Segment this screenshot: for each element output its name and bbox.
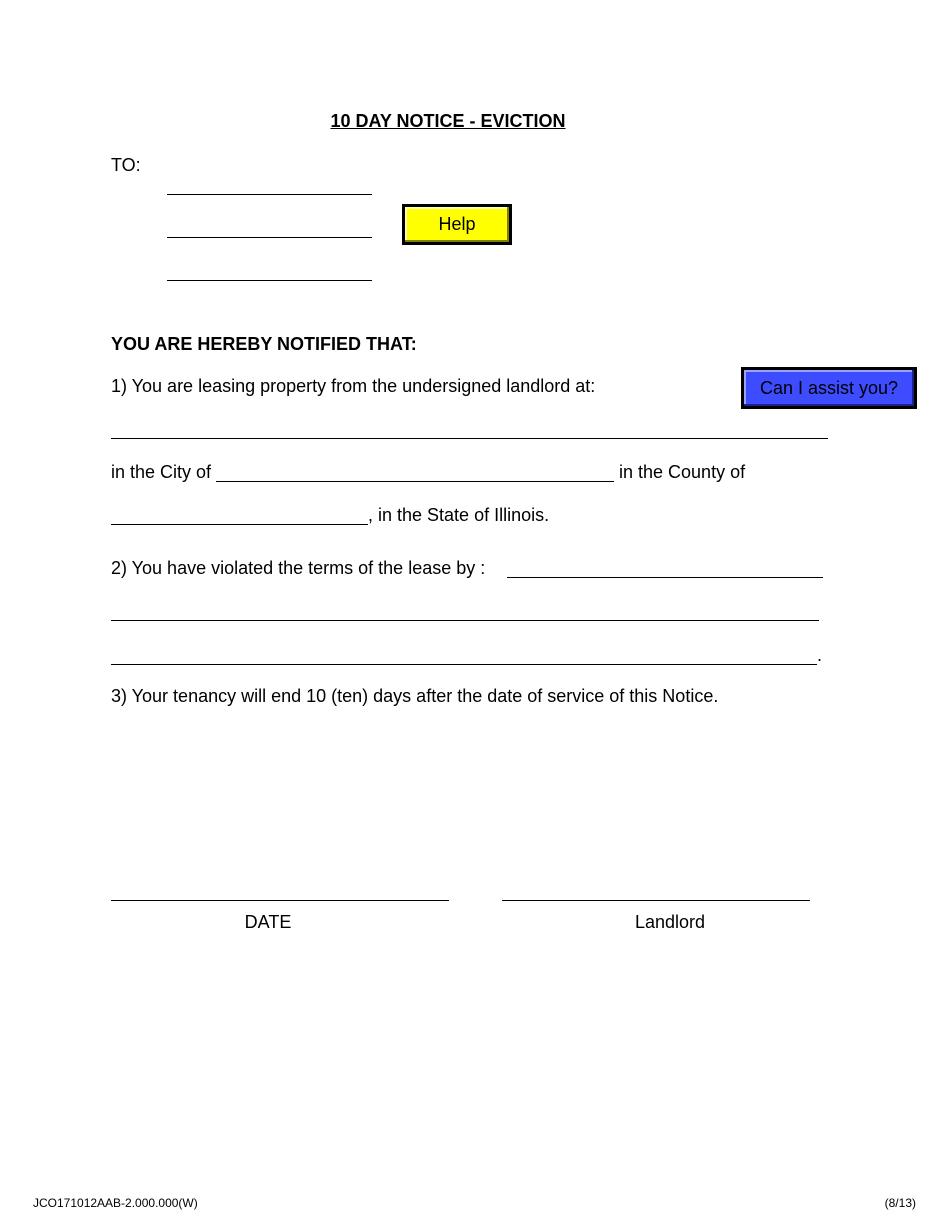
to-label: TO: bbox=[111, 155, 141, 175]
assist-button[interactable]: Can I assist you? bbox=[741, 367, 917, 409]
county-label: in the County of bbox=[619, 462, 746, 482]
help-button[interactable]: Help bbox=[402, 204, 512, 245]
item-1-text: 1) You are leasing property from the undersigned landlord at: bbox=[111, 376, 596, 396]
form-id: JCO171012AAB-2.000.000(W) bbox=[33, 1196, 198, 1210]
item-3-text: 3) Your tenancy will end 10 (ten) days after the date of service of this Notice. bbox=[111, 686, 719, 706]
county-line[interactable] bbox=[111, 524, 368, 525]
date-label: DATE bbox=[244, 912, 292, 932]
document-title: 10 DAY NOTICE - EVICTION bbox=[330, 111, 566, 131]
item-2-text: 2) You have violated the terms of the lease by : bbox=[111, 558, 486, 578]
notified-heading: YOU ARE HEREBY NOTIFIED THAT: bbox=[111, 334, 417, 354]
property-address-line[interactable] bbox=[111, 438, 828, 439]
recipient-line-1[interactable] bbox=[167, 194, 372, 195]
revision-date: (8/13) bbox=[884, 1196, 916, 1210]
violation-line-3[interactable] bbox=[111, 664, 817, 665]
landlord-label: Landlord bbox=[634, 912, 706, 932]
recipient-line-3[interactable] bbox=[167, 280, 372, 281]
violation-period: . bbox=[817, 645, 823, 665]
violation-line-2[interactable] bbox=[111, 620, 819, 621]
city-prefix: in the City of bbox=[111, 462, 212, 482]
recipient-line-2[interactable] bbox=[167, 237, 372, 238]
landlord-signature-line[interactable] bbox=[502, 900, 810, 901]
violation-line-1[interactable] bbox=[507, 577, 823, 578]
date-signature-line[interactable] bbox=[111, 900, 449, 901]
city-line[interactable] bbox=[216, 481, 614, 482]
state-suffix: , in the State of Illinois. bbox=[368, 505, 550, 525]
